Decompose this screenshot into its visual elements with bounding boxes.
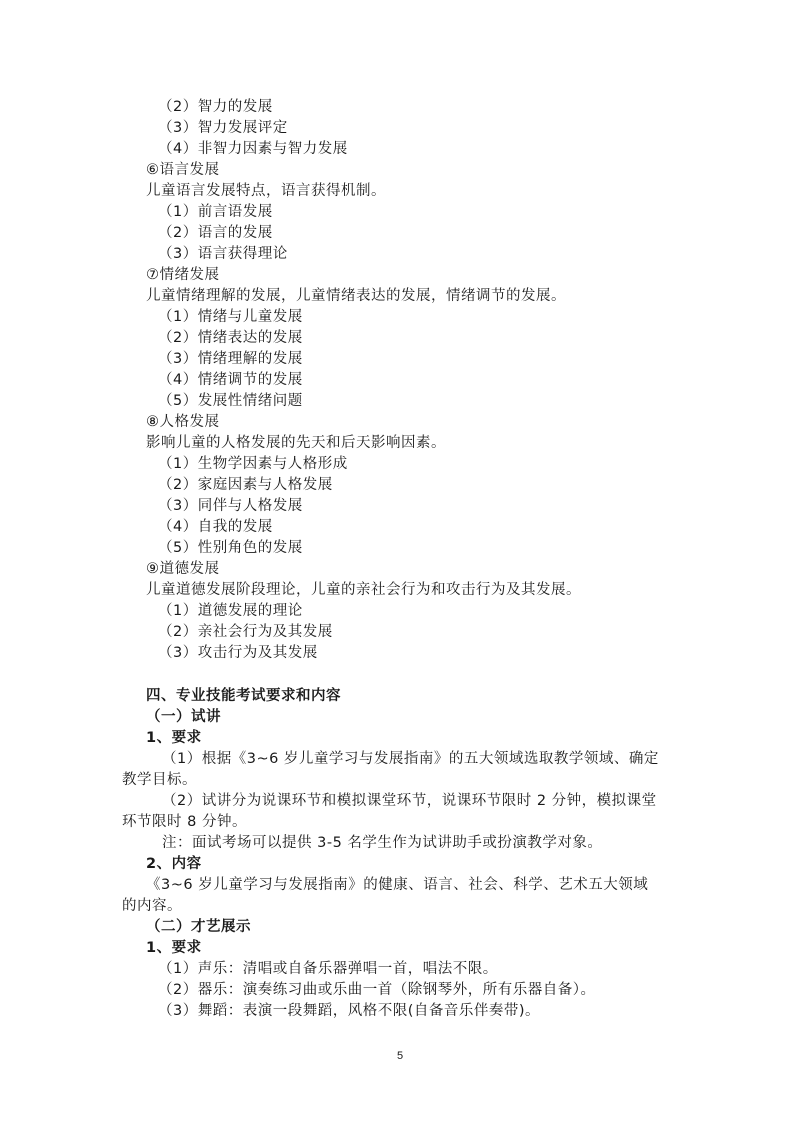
text-line: 影响儿童的人格发展的先天和后天影响因素。 xyxy=(146,435,446,451)
text-line: （2）试讲分为说课环节和模拟课堂环节，说课环节限时 2 分钟，模拟课堂 xyxy=(162,793,657,809)
text-line: （4）自我的发展 xyxy=(158,519,273,535)
text-line: （3）攻击行为及其发展 xyxy=(158,645,318,661)
section-heading: 四、专业技能考试要求和内容 xyxy=(146,688,341,704)
text-line: （1）根据《3~6 岁儿童学习与发展指南》的五大领域选取教学领域、确定 xyxy=(162,751,659,767)
text-line: （3）舞蹈：表演一段舞蹈，风格不限(自备音乐伴奏带)。 xyxy=(158,1003,541,1019)
text-line: （1）声乐：清唱或自备乐器弹唱一首，唱法不限。 xyxy=(158,961,498,977)
text-line: （1）生物学因素与人格形成 xyxy=(158,456,348,472)
text-line: ⑥语言发展 xyxy=(146,162,220,178)
text-line: 儿童语言发展特点，语言获得机制。 xyxy=(146,183,386,199)
text-line: （2）器乐：演奏练习曲或乐曲一首（除钢琴外，所有乐器自备）。 xyxy=(158,982,596,998)
text-line: （1）道德发展的理论 xyxy=(158,603,303,619)
text-line: （2）情绪表达的发展 xyxy=(158,330,303,346)
text-line: 《3~6 岁儿童学习与发展指南》的健康、语言、社会、科学、艺术五大领域 xyxy=(146,877,649,893)
page-number: 5 xyxy=(396,1050,404,1062)
text-line: （3）同伴与人格发展 xyxy=(158,498,303,514)
item-heading: 2、内容 xyxy=(146,856,202,872)
item-heading: 1、要求 xyxy=(146,730,202,746)
text-line: （5）发展性情绪问题 xyxy=(158,393,303,409)
text-line: （4）情绪调节的发展 xyxy=(158,372,303,388)
text-line: （1）情绪与儿童发展 xyxy=(158,309,303,325)
note-line: 注：面试考场可以提供 3-5 名学生作为试讲助手或扮演教学对象。 xyxy=(162,835,603,851)
text-line: （5）性别角色的发展 xyxy=(158,540,303,556)
item-heading: 1、要求 xyxy=(146,940,202,956)
subsection-heading: （一）试讲 xyxy=(146,709,221,725)
text-line: （1）前言语发展 xyxy=(158,204,273,220)
text-line: （2）亲社会行为及其发展 xyxy=(158,624,333,640)
text-line: 环节限时 8 分钟。 xyxy=(122,814,247,830)
subsection-heading: （二）才艺展示 xyxy=(146,919,251,935)
text-line: （2）语言的发展 xyxy=(158,225,273,241)
text-line: （3）情绪理解的发展 xyxy=(158,351,303,367)
text-line: 教学目标。 xyxy=(122,772,197,788)
text-line: 儿童情绪理解的发展，儿童情绪表达的发展，情绪调节的发展。 xyxy=(146,288,566,304)
text-line: 的内容。 xyxy=(122,898,182,914)
text-line: （4）非智力因素与智力发展 xyxy=(158,141,348,157)
text-line: ⑦情绪发展 xyxy=(146,267,220,283)
text-line: （2）智力的发展 xyxy=(158,99,273,115)
text-line: （2）家庭因素与人格发展 xyxy=(158,477,333,493)
text-line: ⑧人格发展 xyxy=(146,414,220,430)
text-line: （3）语言获得理论 xyxy=(158,246,288,262)
text-line: 儿童道德发展阶段理论，儿童的亲社会行为和攻击行为及其发展。 xyxy=(146,582,581,598)
text-line: （3）智力发展评定 xyxy=(158,120,288,136)
text-line: ⑨道德发展 xyxy=(146,561,220,577)
